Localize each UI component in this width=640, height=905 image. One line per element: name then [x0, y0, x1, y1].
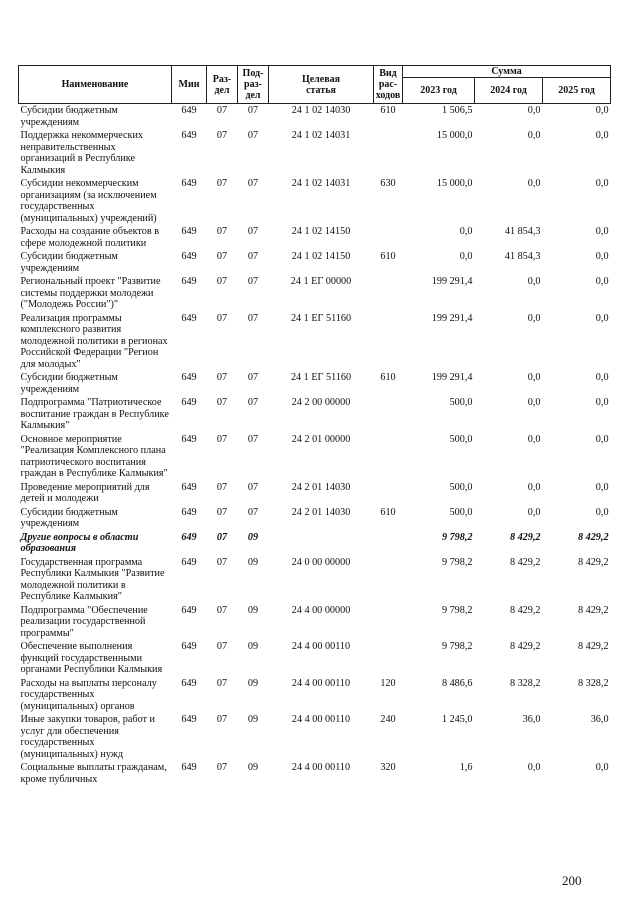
cell-podrazdel: 07 [247, 397, 259, 408]
col-header-podrazdel: Под- раз- дел [238, 66, 269, 104]
table-row [19, 531, 611, 556]
cell-podrazdel: 07 [247, 433, 259, 445]
cell-target: 24 2 01 00000 [291, 433, 351, 445]
cell-2025: 8 429,2 [577, 556, 609, 568]
cell-name: Социальные выплаты гражданам, кроме публичных [20, 762, 167, 785]
table-row [19, 177, 611, 225]
cell-min: 649 [181, 433, 197, 445]
cell-2023: 9 798,2 [441, 556, 473, 568]
cell-2023: 9 798,2 [441, 531, 473, 543]
cell-min: 649 [181, 312, 197, 324]
cell-2023: 1 245,0 [441, 714, 473, 725]
cell-razdel: 07 [216, 372, 228, 383]
cell-2023: 15 000,0 [436, 130, 473, 141]
cell-target: 24 4 00 00110 [291, 762, 351, 773]
cell-podrazdel: 07 [247, 312, 259, 324]
cell-2025: 8 328,2 [577, 677, 609, 689]
cell-vid: 320 [380, 762, 396, 773]
cell-name: Субсидии бюджетным учреждениям [20, 105, 118, 128]
cell-min: 649 [181, 130, 197, 141]
cell-podrazdel: 07 [247, 481, 259, 493]
cell-razdel: 07 [216, 641, 228, 652]
cell-target: 24 2 00 00000 [291, 397, 351, 408]
cell-target: 24 2 01 14030 [291, 506, 351, 518]
cell-2023: 0,0 [459, 251, 473, 262]
cell-target: 24 1 02 14030 [291, 105, 351, 116]
table-row [19, 275, 611, 312]
cell-razdel: 07 [216, 531, 228, 543]
col-header-target: Целевая статья [269, 66, 374, 104]
cell-2024: 0,0 [527, 372, 541, 383]
cell-razdel: 07 [216, 433, 228, 445]
table-row [19, 129, 611, 177]
cell-vid [374, 531, 403, 556]
cell-2024: 8 328,2 [509, 677, 541, 689]
cell-2025: 8 429,2 [577, 604, 609, 616]
cell-2024: 0,0 [527, 433, 541, 445]
table-row [19, 396, 611, 433]
cell-min: 649 [181, 556, 197, 568]
cell-vid [374, 433, 403, 481]
cell-2025: 0,0 [595, 276, 609, 287]
cell-2025: 0,0 [595, 251, 609, 262]
cell-vid [374, 481, 403, 506]
cell-min: 649 [181, 762, 197, 773]
cell-vid [374, 556, 403, 604]
col-header-2025: 2025 год [543, 78, 611, 104]
cell-2023: 199 291,4 [431, 276, 473, 287]
cell-podrazdel: 09 [247, 714, 259, 725]
cell-min: 649 [181, 604, 197, 616]
cell-min: 649 [181, 397, 197, 408]
col-header-name: Наименование [19, 66, 172, 104]
cell-vid: 610 [380, 372, 396, 383]
cell-vid: 120 [380, 677, 396, 689]
cell-2024: 8 429,2 [509, 641, 541, 652]
cell-target: 24 1 02 14031 [291, 130, 351, 141]
cell-vid [374, 312, 403, 372]
cell-2024: 0,0 [527, 312, 541, 324]
cell-2024: 0,0 [527, 481, 541, 493]
cell-podrazdel: 07 [247, 226, 259, 237]
table-row [19, 104, 611, 130]
table-row [19, 225, 611, 250]
cell-razdel: 07 [216, 556, 228, 568]
cell-target: 24 1 02 14031 [291, 178, 351, 189]
cell-name: Другие вопросы в области образования [20, 531, 139, 554]
cell-2025: 8 429,2 [577, 641, 609, 652]
cell-min: 649 [181, 178, 197, 189]
cell-2025: 0,0 [595, 762, 609, 773]
cell-name: Основное мероприятие "Реализация Комплексного плана патриотического воспитания граждан в Республике Калмыкия" [20, 433, 168, 479]
cell-vid [374, 396, 403, 433]
cell-podrazdel: 09 [247, 762, 259, 773]
col-header-vid: Вид рас- ходов [374, 66, 403, 104]
cell-target: 24 1 02 14150 [291, 251, 351, 262]
cell-podrazdel: 07 [247, 178, 259, 189]
col-header-sum: Сумма [403, 66, 611, 78]
cell-target: 24 4 00 00110 [291, 714, 351, 725]
cell-razdel: 07 [216, 276, 228, 287]
cell-2024: 36,0 [522, 714, 541, 725]
cell-2024: 0,0 [527, 506, 541, 518]
cell-min: 649 [181, 251, 197, 262]
table-row [19, 433, 611, 481]
cell-2024: 0,0 [527, 762, 541, 773]
cell-min: 649 [181, 531, 197, 543]
cell-2023: 9 798,2 [441, 641, 473, 652]
cell-target: 24 1 ЕГ 00000 [290, 276, 352, 287]
cell-name: Проведение мероприятий для детей и молодежи [20, 481, 150, 504]
table-row [19, 761, 611, 786]
cell-2023: 1,6 [459, 762, 473, 773]
col-header-2024: 2024 год [475, 78, 543, 104]
cell-razdel: 07 [216, 677, 228, 689]
cell-podrazdel: 09 [247, 531, 259, 543]
cell-razdel: 07 [216, 506, 228, 518]
cell-podrazdel: 07 [247, 276, 259, 287]
budget-table [18, 65, 611, 786]
cell-vid: 610 [380, 105, 396, 116]
page-number: 200 [562, 873, 582, 888]
col-header-razdel: Раз- дел [207, 66, 238, 104]
cell-2024: 8 429,2 [509, 531, 541, 543]
cell-podrazdel: 07 [247, 251, 259, 262]
cell-2025: 0,0 [595, 130, 609, 141]
cell-2025: 8 429,2 [577, 531, 609, 543]
cell-target: 24 1 ЕГ 51160 [290, 372, 352, 383]
table-row [19, 312, 611, 372]
table-row [19, 677, 611, 714]
cell-2025: 0,0 [595, 433, 609, 445]
cell-razdel: 07 [216, 397, 228, 408]
cell-2025: 0,0 [595, 481, 609, 493]
cell-2025: 0,0 [595, 178, 609, 189]
cell-name: Субсидии бюджетным учреждениям [20, 506, 118, 529]
cell-2024: 0,0 [527, 105, 541, 116]
cell-target: 24 0 00 00000 [291, 556, 351, 568]
cell-2024: 8 429,2 [509, 604, 541, 616]
cell-name: Подпрограмма "Обеспечение реализации государственной программы" [20, 604, 148, 639]
cell-podrazdel: 09 [247, 677, 259, 689]
cell-min: 649 [181, 714, 197, 725]
cell-razdel: 07 [216, 481, 228, 493]
cell-min: 649 [181, 105, 197, 116]
cell-podrazdel: 07 [247, 130, 259, 141]
cell-razdel: 07 [216, 130, 228, 141]
cell-name: Региональный проект "Развитие системы поддержки молодежи ("Молодежь России")" [20, 276, 161, 310]
cell-name: Обеспечение выполнения функций государственными органами Республики Калмыкия [20, 641, 163, 675]
cell-vid: 610 [380, 506, 396, 518]
cell-min: 649 [181, 276, 197, 287]
cell-podrazdel: 07 [247, 105, 259, 116]
table-row [19, 371, 611, 396]
cell-vid [374, 604, 403, 641]
cell-2023: 9 798,2 [441, 604, 473, 616]
cell-2024: 41 854,3 [504, 226, 541, 237]
cell-razdel: 07 [216, 762, 228, 773]
cell-razdel: 07 [216, 312, 228, 324]
table-row [19, 604, 611, 641]
table-row [19, 556, 611, 604]
cell-target: 24 2 01 14030 [291, 481, 351, 493]
cell-2023: 199 291,4 [431, 372, 473, 383]
cell-podrazdel: 09 [247, 556, 259, 568]
cell-2025: 36,0 [590, 714, 609, 725]
cell-2024: 41 854,3 [504, 251, 541, 262]
cell-2025: 0,0 [595, 397, 609, 408]
cell-2024: 0,0 [527, 397, 541, 408]
cell-2025: 0,0 [595, 506, 609, 518]
cell-razdel: 07 [216, 105, 228, 116]
cell-2023: 1 506,5 [441, 105, 473, 116]
cell-2025: 0,0 [595, 312, 609, 324]
cell-name: Субсидии бюджетным учреждениям [20, 372, 118, 395]
cell-2023: 199 291,4 [431, 312, 473, 324]
cell-podrazdel: 07 [247, 506, 259, 518]
cell-2023: 8 486,6 [441, 677, 473, 689]
cell-vid [374, 225, 403, 250]
table-row [19, 250, 611, 275]
cell-target: 24 4 00 00110 [291, 641, 351, 652]
cell-2023: 500,0 [449, 506, 473, 518]
cell-razdel: 07 [216, 226, 228, 237]
cell-name: Подпрограмма "Патриотическое воспитание граждан в Республике Калмыкия" [20, 397, 169, 431]
table-row [19, 640, 611, 677]
cell-target: 24 4 00 00110 [291, 677, 351, 689]
cell-2023: 500,0 [449, 433, 473, 445]
cell-min: 649 [181, 372, 197, 383]
cell-vid: 240 [380, 714, 396, 725]
cell-podrazdel: 09 [247, 641, 259, 652]
cell-name: Субсидии бюджетным учреждениям [20, 251, 118, 274]
col-header-2023: 2023 год [403, 78, 475, 104]
cell-podrazdel: 07 [247, 372, 259, 383]
cell-2024: 0,0 [527, 178, 541, 189]
table-row [19, 481, 611, 506]
cell-name: Государственная программа Республики Калмыкия "Развитие молодежной политики в Республике Калмыкия" [20, 556, 165, 602]
cell-name: Иные закупки товаров, работ и услуг для обеспечения государственных (муниципальных) нужд [20, 714, 155, 760]
cell-vid: 630 [380, 178, 396, 189]
table-row [19, 506, 611, 531]
cell-podrazdel: 09 [247, 604, 259, 616]
cell-name: Расходы на выплаты персоналу государственных (муниципальных) органов [20, 677, 157, 712]
col-header-min: Мин [172, 66, 207, 104]
cell-razdel: 07 [216, 251, 228, 262]
cell-2023: 15 000,0 [436, 178, 473, 189]
cell-razdel: 07 [216, 178, 228, 189]
cell-min: 649 [181, 506, 197, 518]
cell-2024: 0,0 [527, 130, 541, 141]
cell-2023: 500,0 [449, 397, 473, 408]
cell-2025: 0,0 [595, 372, 609, 383]
cell-2024: 8 429,2 [509, 556, 541, 568]
cell-vid [374, 129, 403, 177]
cell-razdel: 07 [216, 604, 228, 616]
cell-min: 649 [181, 481, 197, 493]
cell-vid: 610 [380, 251, 396, 262]
cell-target: 24 1 02 14150 [291, 226, 351, 237]
cell-min: 649 [181, 677, 197, 689]
cell-razdel: 07 [216, 714, 228, 725]
cell-target: 24 1 ЕГ 51160 [290, 312, 352, 324]
cell-name: Субсидии некоммерческим организациям (за исключением государственных (муниципальных) учреждений) [20, 178, 157, 224]
cell-min: 649 [181, 641, 197, 652]
cell-2023: 500,0 [449, 481, 473, 493]
cell-2025: 0,0 [595, 226, 609, 237]
cell-vid [374, 640, 403, 677]
cell-target [269, 531, 374, 556]
cell-2024: 0,0 [527, 276, 541, 287]
cell-target: 24 4 00 00000 [291, 604, 351, 616]
cell-vid [374, 275, 403, 312]
cell-2023: 0,0 [459, 226, 473, 237]
cell-name: Расходы на создание объектов в сфере молодежной политики [20, 226, 160, 249]
cell-min: 649 [181, 226, 197, 237]
table-row [19, 713, 611, 761]
cell-name: Реализация программы комплексного развития молодежной политики в регионах Российской Федерации "Регион для молодых" [20, 312, 168, 370]
cell-name: Поддержка некоммерческих неправительственных организаций в Республике Калмыкия [20, 130, 144, 176]
cell-2025: 0,0 [595, 105, 609, 116]
